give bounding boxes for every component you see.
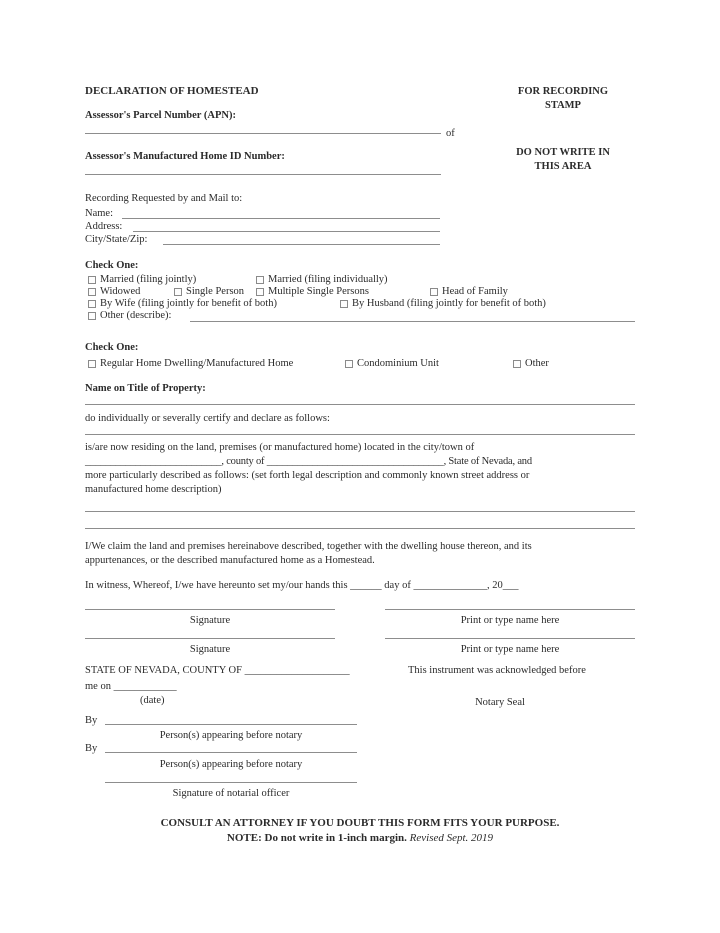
checkbox-label-single-person: Single Person: [186, 286, 245, 297]
checkbox-single-person[interactable]: [174, 288, 182, 296]
checkbox-label-married-filing-jointly: Married (filing jointly): [100, 274, 197, 285]
signature-line-1[interactable]: [85, 609, 335, 610]
by-input-line-1[interactable]: [105, 724, 357, 725]
do-not-write-line1: DO NOT WRITE IN: [516, 147, 610, 158]
claim-line-1: I/We claim the land and premises hereinabove described, together with the dwelling house thereon, and its: [85, 541, 532, 552]
manufactured-home-id-label: Assessor's Manufactured Home ID Number:: [85, 151, 285, 162]
for-recording-line2: STAMP: [545, 100, 581, 111]
checkbox-by-husband[interactable]: [340, 300, 348, 308]
footer-revision: Revised Sept. 2019: [409, 832, 494, 844]
name-input-line[interactable]: [122, 218, 440, 219]
address-input-line[interactable]: [133, 231, 440, 232]
by-label-1: By: [85, 715, 98, 726]
certify-input-line[interactable]: [85, 434, 635, 435]
for-recording-line1: FOR RECORDING: [517, 86, 609, 97]
person-label-2: Person(s) appearing before notary: [159, 759, 303, 770]
checkbox-label-by-husband: By Husband (filing jointly for benefit of both): [352, 298, 546, 309]
legal-description-line-1[interactable]: [85, 511, 635, 512]
checkbox-label-other-describe: Other (describe):: [100, 310, 172, 321]
notary-seal-label: Notary Seal: [475, 697, 525, 708]
print-name-label-1: Print or type name here: [460, 615, 560, 626]
apn-label: Assessor's Parcel Number (APN):: [85, 110, 236, 121]
check-one-heading-2: Check One:: [85, 342, 139, 353]
checkbox-other-describe[interactable]: [88, 312, 96, 320]
name-on-title-label: Name on Title of Property:: [85, 383, 206, 394]
residing-line-1: is/are now residing on the land, premises (or manufactured home) located in the city/town of: [85, 442, 475, 453]
apn-input-line[interactable]: [85, 133, 441, 134]
me-on-line[interactable]: me on ____________: [85, 681, 177, 692]
checkbox-label-married-filing-individually: Married (filing individually): [268, 274, 388, 285]
person-label-1: Person(s) appearing before notary: [159, 730, 303, 741]
witness-text: In witness, Whereof, I/we have hereunto set my/our hands this ______ day of ______________, 20___: [85, 580, 519, 591]
print-name-line-2[interactable]: [385, 638, 635, 639]
checkbox-multiple-single-persons[interactable]: [256, 288, 264, 296]
state-county-line[interactable]: STATE OF NEVADA, COUNTY OF ____________________: [85, 665, 350, 676]
checkbox-head-of-family[interactable]: [430, 288, 438, 296]
checkbox-label-condominium-unit: Condominium Unit: [357, 358, 439, 369]
recording-heading: Recording Requested by and Mail to:: [85, 193, 243, 204]
footer-note-bold: NOTE: Do not write in 1-inch margin.: [226, 832, 407, 844]
date-label: (date): [140, 695, 165, 706]
print-name-label-2: Print or type name here: [460, 644, 560, 655]
residing-county-text: , county of: [221, 456, 267, 467]
residing-county-blank[interactable]: ___________________________________: [266, 456, 444, 467]
by-label-2: By: [85, 743, 98, 754]
signature-label-1: Signature: [189, 615, 231, 626]
apn-or-text: of: [446, 128, 455, 139]
address-label: Address:: [85, 221, 123, 232]
name-on-title-input-line[interactable]: [85, 404, 635, 405]
signature-line-2[interactable]: [85, 638, 335, 639]
footer-note: [0, 832, 720, 844]
name-label: Name:: [85, 208, 113, 219]
print-name-line-1[interactable]: [385, 609, 635, 610]
other-describe-input-line[interactable]: [190, 321, 635, 322]
manufactured-home-id-input-line[interactable]: [85, 174, 441, 175]
checkbox-other-dwelling[interactable]: [513, 360, 521, 368]
acknowledged-text: This instrument was acknowledged before: [408, 665, 586, 676]
check-one-heading-1: Check One:: [85, 260, 139, 271]
residing-city-blank[interactable]: ___________________________: [85, 456, 222, 467]
city-state-zip-input-line[interactable]: [163, 244, 440, 245]
by-input-line-2[interactable]: [105, 752, 357, 753]
checkbox-by-wife[interactable]: [88, 300, 96, 308]
residing-line-4: manufactured home description): [85, 484, 222, 495]
footer-consult-attorney: CONSULT AN ATTORNEY IF YOU DOUBT THIS FORM FITS YOUR PURPOSE.: [160, 817, 560, 829]
checkbox-regular-home-dwelling[interactable]: [88, 360, 96, 368]
checkbox-married-filing-jointly[interactable]: [88, 276, 96, 284]
notarial-officer-line[interactable]: [105, 782, 357, 783]
notarial-officer-label: Signature of notarial officer: [172, 788, 290, 799]
checkbox-condominium-unit[interactable]: [345, 360, 353, 368]
page-title: DECLARATION OF HOMESTEAD: [85, 85, 259, 97]
do-not-write-line2: THIS AREA: [534, 161, 592, 172]
checkbox-label-by-wife: By Wife (filing jointly for benefit of both): [100, 298, 277, 309]
checkbox-label-widowed: Widowed: [100, 286, 141, 297]
city-state-zip-label: City/State/Zip:: [85, 234, 148, 245]
checkbox-label-other-dwelling: Other: [525, 358, 549, 369]
checkbox-label-regular-home-dwelling: Regular Home Dwelling/Manufactured Home: [100, 358, 294, 369]
checkbox-widowed[interactable]: [88, 288, 96, 296]
checkbox-label-multiple-single-persons: Multiple Single Persons: [268, 286, 369, 297]
legal-description-line-2[interactable]: [85, 528, 635, 529]
residing-state-text: , State of Nevada, and: [443, 456, 532, 467]
residing-line-3: more particularly described as follows: (set forth legal description and commonly known street address or: [85, 470, 530, 481]
certify-text: do individually or severally certify and declare as follows:: [85, 413, 330, 424]
claim-line-2: appurtenances, or the described manufactured home as a Homestead.: [85, 555, 375, 566]
checkbox-label-head-of-family: Head of Family: [442, 286, 508, 297]
signature-label-2: Signature: [189, 644, 231, 655]
checkbox-married-filing-individually[interactable]: [256, 276, 264, 284]
residing-line-2: [85, 455, 532, 468]
